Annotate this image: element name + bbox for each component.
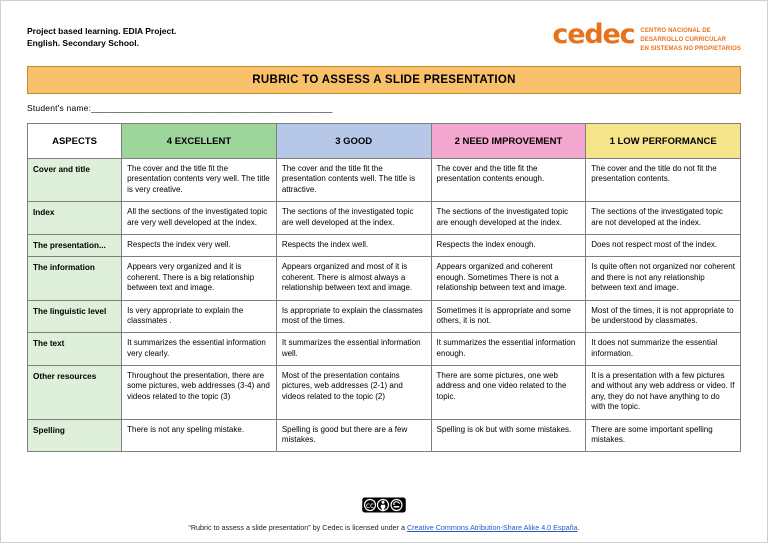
table-row <box>28 159 741 202</box>
cell-low-performance: It is a presentation with a few pictures and without any web address or video. If any, they do not have anything to do with the topic. <box>586 366 741 420</box>
table-row <box>28 234 741 256</box>
student-name-field[interactable]: Student's name:_________________________________________________ <box>27 103 333 113</box>
license-caption-suffix: . <box>577 523 580 532</box>
table-row <box>28 366 741 420</box>
header-line-2: English. Secondary School. <box>27 38 139 49</box>
cell-excellent: Appears very organized and it is coherent. There is a big relationship between text and image. <box>122 257 277 300</box>
table-row <box>28 257 741 300</box>
rubric-table <box>27 123 741 452</box>
cell-good: Spelling is good but there are a few mistakes. <box>276 419 431 452</box>
cell-excellent: Respects the index very well. <box>122 234 277 256</box>
table-row <box>28 202 741 235</box>
row-aspect-label: The information <box>28 257 122 300</box>
svg-text:cc: cc <box>365 500 375 510</box>
row-aspect-label: The text <box>28 333 122 366</box>
cell-need-improvement: Sometimes it is appropriate and some others, it is not. <box>431 300 586 333</box>
cedec-logo-wordmark: cedec <box>552 19 635 50</box>
cell-excellent: Throughout the presentation, there are some pictures, web addresses (3-4) and videos related to the topic (3) <box>122 366 277 420</box>
page-title: RUBRIC TO ASSESS A SLIDE PRESENTATION <box>27 66 741 94</box>
cedec-logo-subtitle-line-2: DESARROLLO CURRICULAR <box>640 37 727 43</box>
cell-good: Appears organized and most of it is coherent. There is almost always a relationship between text and image. <box>276 257 431 300</box>
cell-low-performance: The sections of the investigated topic are not developed at the index. <box>586 202 741 235</box>
row-aspect-label: Spelling <box>28 419 122 452</box>
cedec-logo-subtitle <box>640 23 741 54</box>
column-header-need-improvement: 2 NEED IMPROVEMENT <box>431 124 586 159</box>
license-caption-prefix: “Rubric to assess a slide presentation” by Cedec is licensed under a <box>188 523 407 532</box>
cell-low-performance: There are some important spelling mistakes. <box>586 419 741 452</box>
document-header <box>27 19 741 54</box>
row-aspect-label: The linguistic level <box>28 300 122 333</box>
cell-need-improvement: Appears organized and coherent enough. Sometimes There is not a relationship between text and image. <box>431 257 586 300</box>
cell-need-improvement: The cover and the title fit the presentation contents enough. <box>431 159 586 202</box>
table-row <box>28 419 741 452</box>
cedec-logo-subtitle-line-1: CENTRO NACIONAL DE <box>640 28 711 34</box>
cell-good: Respects the index well. <box>276 234 431 256</box>
license-caption <box>1 523 767 532</box>
cell-need-improvement: Spelling is ok but with some mistakes. <box>431 419 586 452</box>
cell-need-improvement: The sections of the investigated topic are enough developed at the index. <box>431 202 586 235</box>
cell-low-performance: Most of the times, it is not appropriate to be understood by classmates. <box>586 300 741 333</box>
column-header-low-performance: 1 LOW PERFORMANCE <box>586 124 741 159</box>
row-aspect-label: Index <box>28 202 122 235</box>
column-header-good: 3 GOOD <box>276 124 431 159</box>
header-course-info <box>27 23 176 50</box>
cell-good: Is appropriate to explain the classmates most of the times. <box>276 300 431 333</box>
cell-excellent: There is not any speling mistake. <box>122 419 277 452</box>
cell-excellent: The cover and the title fit the presentation contents very well. The title is very creative. <box>122 159 277 202</box>
header-line-1: Project based learning. EDIA Project. <box>27 26 177 36</box>
cell-good: The cover and the title fit the presentation contents well. The title is attractive. <box>276 159 431 202</box>
column-header-aspects: ASPECTS <box>28 124 122 159</box>
cell-low-performance: Does not respect most of the index. <box>586 234 741 256</box>
row-aspect-label: Cover and title <box>28 159 122 202</box>
cell-excellent: All the sections of the investigated topic are very well developed at the index. <box>122 202 277 235</box>
cell-need-improvement: Respects the index enough. <box>431 234 586 256</box>
table-row <box>28 300 741 333</box>
cell-low-performance: The cover and the title do not fit the presentation contents. <box>586 159 741 202</box>
cell-excellent: Is very appropriate to explain the classmates . <box>122 300 277 333</box>
license-link[interactable]: Creative Commons Atribution-Share Alike 4.0 España <box>406 523 578 532</box>
cell-good: Most of the presentation contains pictures, web addresses (2-1) and videos related to the topic (2) <box>276 366 431 420</box>
cell-excellent: It summarizes the essential information very clearly. <box>122 333 277 366</box>
table-row <box>28 333 741 366</box>
cell-low-performance: It does not summarize the essential information. <box>586 333 741 366</box>
cell-low-performance: Is quite often not organized nor coherent and there is not any relationship between text and image. <box>586 257 741 300</box>
cedec-logo <box>552 19 741 54</box>
row-aspect-label: Other resources <box>28 366 122 420</box>
cedec-logo-subtitle-line-3: EN SISTEMAS NO PROPIETARIOS <box>640 46 741 52</box>
cell-need-improvement: It summarizes the essential information enough. <box>431 333 586 366</box>
table-header-row <box>28 124 741 159</box>
document-footer <box>1 497 767 532</box>
creative-commons-by-sa-icon[interactable] <box>362 497 406 518</box>
cell-good: The sections of the investigated topic are well developed at the index. <box>276 202 431 235</box>
cell-need-improvement: There are some pictures, one web address and one video related to the topic. <box>431 366 586 420</box>
column-header-excellent: 4 EXCELLENT <box>122 124 277 159</box>
row-aspect-label: The presentation... <box>28 234 122 256</box>
cell-good: It summarizes the essential information well. <box>276 333 431 366</box>
